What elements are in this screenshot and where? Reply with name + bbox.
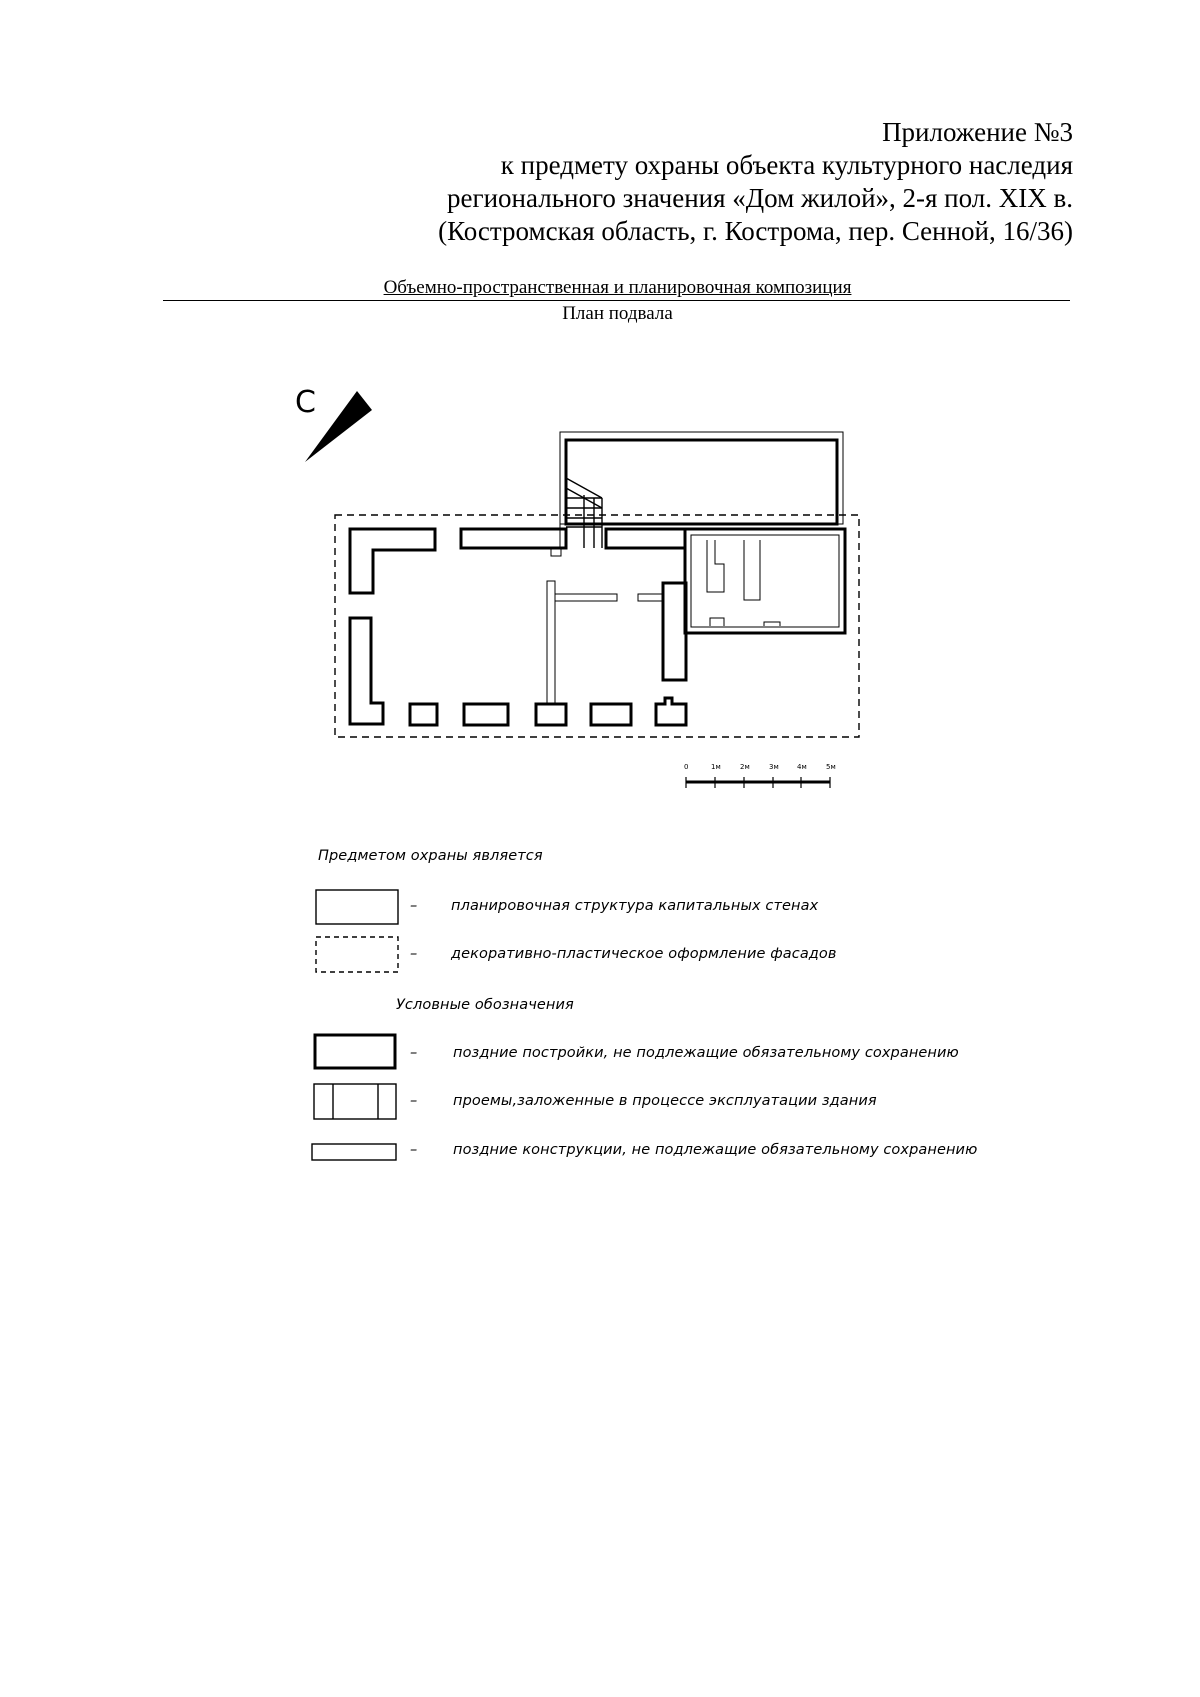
legend-text-late-constructions: поздние конструкции, не подлежащие обязательному сохранению	[453, 1142, 978, 1158]
plan-title: План подвала	[562, 303, 673, 324]
late-annex-room	[685, 529, 845, 633]
legend	[312, 848, 977, 1160]
bottom-piers	[410, 698, 686, 725]
staircase	[566, 478, 602, 548]
late-partitions	[547, 548, 663, 704]
legend-symbol-dashed	[316, 937, 398, 972]
legend-dash: –	[410, 1093, 418, 1109]
legend-dash: –	[410, 946, 418, 962]
legend-symbol-strip	[312, 1144, 396, 1160]
legend-text-capital-walls: планировочная структура капитальных стенах	[451, 898, 819, 914]
scale-tick-0: 0	[684, 763, 689, 771]
scale-tick-5: 5м	[826, 763, 836, 771]
header-line-object: регионального значения «Дом жилой», 2-я пол. XIX в.	[447, 183, 1073, 213]
legend-protection-heading: Предметом охраны является	[318, 848, 543, 864]
legend-text-late-buildings: поздние постройки, не подлежащие обязательному сохранению	[453, 1045, 959, 1061]
legend-dash: –	[410, 1142, 418, 1158]
north-label: С	[295, 385, 316, 420]
left-wall	[350, 618, 383, 724]
top-walls	[350, 529, 685, 593]
header-line-appendix: Приложение №3	[882, 117, 1073, 147]
legend-symbol-solid	[316, 890, 398, 924]
scale-tick-1: 1м	[711, 763, 721, 771]
scale-tick-4: 4м	[797, 763, 807, 771]
header-line-subject: к предмету охраны объекта культурного наследия	[500, 150, 1073, 180]
scale-tick-3: 3м	[769, 763, 779, 771]
legend-text-openings: проемы,заложенные в процессе эксплуатации здания	[453, 1093, 877, 1109]
section-title: Объемно-пространственная и планировочная композиция	[383, 277, 852, 298]
legend-symbol-thick	[315, 1035, 395, 1068]
legend-dash: –	[410, 898, 418, 914]
header-line-address: (Костромская область, г. Кострома, пер. Сенной, 16/36)	[438, 216, 1073, 246]
interior-thick-wall	[663, 583, 686, 680]
legend-conventions-heading: Условные обозначения	[396, 997, 574, 1013]
legend-dash: –	[410, 1045, 418, 1061]
legend-text-facades: декоративно-пластическое оформление фасадов	[451, 946, 837, 962]
scale-tick-2: 2м	[740, 763, 750, 771]
north-arrow-icon	[295, 385, 372, 462]
legend-symbol-divided	[314, 1084, 396, 1119]
scale-bar	[684, 763, 836, 788]
